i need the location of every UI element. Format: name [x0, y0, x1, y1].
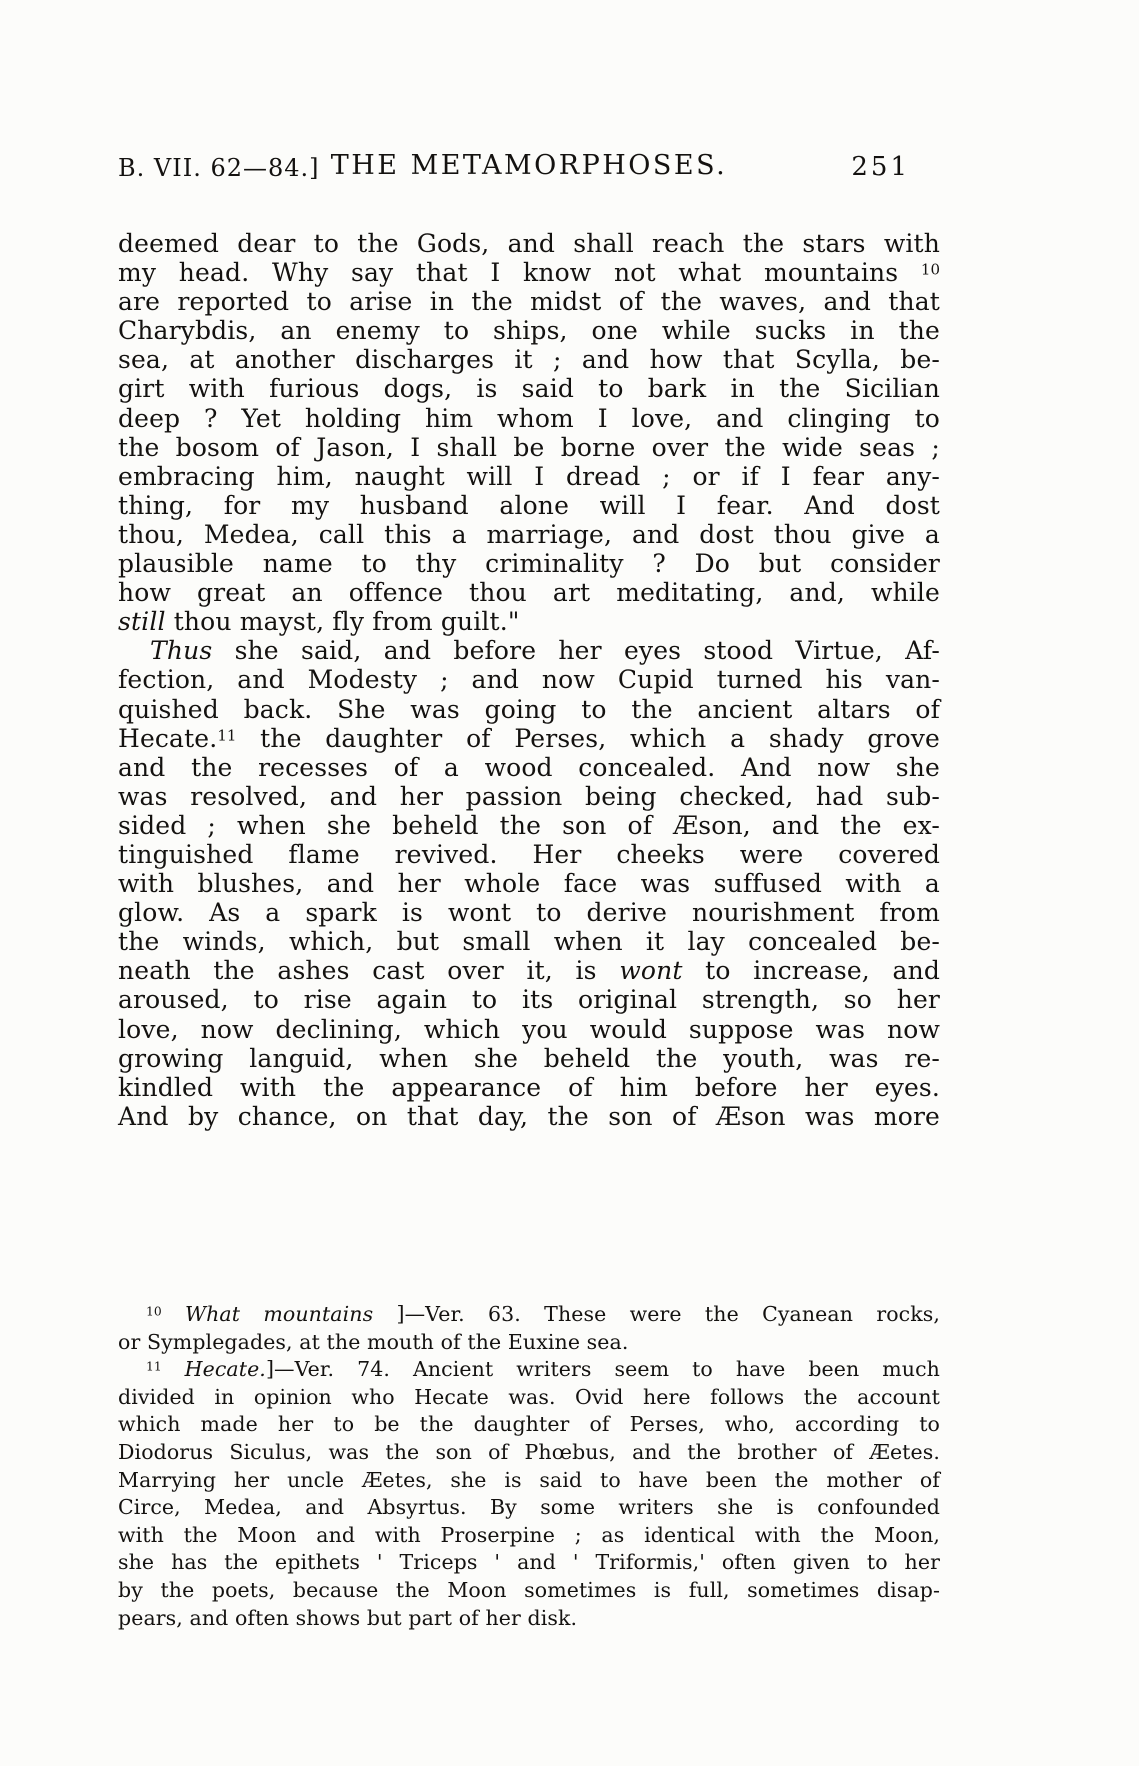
text-line: [118, 1384, 940, 1412]
text-run: ]—Ver. 74. Ancient writers seem to have been much: [265, 1357, 940, 1382]
text-line: [118, 869, 940, 898]
text-run: ]—Ver. 63. These were the Cyanean rocks,: [373, 1302, 940, 1326]
text-run: [162, 1302, 185, 1326]
italic-text: Hecate.: [184, 1357, 266, 1382]
text-run: quished back. She was going to the ancient altars of: [118, 694, 940, 724]
text-line: [118, 956, 940, 985]
paragraph: [118, 636, 940, 1131]
text-run: neath the ashes cast over it, is: [118, 956, 620, 986]
text-run: deemed dear to the Gods, and shall reach the stars with: [118, 229, 940, 258]
text-run: tinguished flame revived. Her cheeks were covered: [118, 839, 940, 869]
text-run: to increase, and: [682, 956, 940, 986]
text-line: [118, 1439, 940, 1467]
text-run: which made her to be the daughter of Perses, who, according to: [118, 1412, 940, 1437]
text-line: [118, 1549, 940, 1577]
text-line: [118, 782, 940, 811]
text-run: Hecate.: [118, 723, 218, 753]
italic-text: still: [118, 607, 166, 637]
text-run: are reported to arise in the midst of the waves, and that: [118, 287, 940, 317]
text-run: with blushes, and her whole face was suffused with a: [118, 869, 940, 899]
text-line: [118, 898, 940, 927]
text-run: or Symplegades, at the mouth of the Euxine sea.: [118, 1329, 629, 1354]
body-text: [118, 229, 940, 1131]
text-line: [118, 927, 940, 956]
text-line: [118, 695, 940, 724]
text-line: [118, 345, 940, 374]
italic-text: wont: [619, 956, 683, 986]
text-run: growing languid, when she beheld the youth, was re-: [118, 1043, 940, 1073]
page-number: 251: [851, 152, 910, 182]
text-line: [118, 491, 940, 520]
running-title: THE METAMORPHOSES.: [330, 150, 728, 181]
text-line: [118, 578, 940, 607]
text-line: [118, 985, 940, 1014]
footnote-reference: 11: [217, 725, 237, 744]
text-run: deep ? Yet holding him whom I love, and clinging to: [118, 403, 940, 433]
text-run: the daughter of Perses, which a shady grove: [236, 723, 940, 753]
text-run: sea, at another discharges it ; and how that Scylla, be-: [118, 345, 940, 375]
text-run: pears, and often shows but part of her disk.: [118, 1605, 578, 1630]
text-run: and the recesses of a wood concealed. And now she: [118, 752, 940, 782]
text-line: [118, 287, 940, 316]
text-line: [118, 1044, 940, 1073]
paragraph: [118, 1356, 940, 1632]
text-run: thou, Medea, call this a marriage, and dost thou give a: [118, 519, 940, 549]
text-line: [118, 1494, 940, 1522]
text-run: kindled with the appearance of him before her eyes.: [118, 1072, 940, 1102]
text-run: embracing him, naught will I dread ; or if I fear any-: [118, 461, 940, 491]
text-run: [162, 1357, 185, 1381]
text-run: with the Moon and with Proserpine ; as identical with the Moon,: [118, 1522, 940, 1547]
text-run: divided in opinion who Hecate was. Ovid here follows the account: [118, 1384, 940, 1409]
text-line: [118, 724, 940, 753]
text-line: [118, 1329, 940, 1357]
text-run: love, now declining, which you would suppose was now: [118, 1014, 940, 1044]
text-run: Circe, Medea, and Absyrtus. By some writers she is confounded: [118, 1495, 940, 1520]
text-line: [118, 1301, 940, 1329]
text-run: the winds, which, but small when it lay concealed be-: [118, 927, 940, 957]
text-line: [118, 1605, 940, 1633]
text-run: And by chance, on that day, the son of Æson was more: [118, 1101, 940, 1131]
text-run: plausible name to thy criminality ? Do but consider: [118, 549, 940, 579]
text-line: [118, 462, 940, 491]
text-line: [118, 549, 940, 578]
text-line: [118, 1467, 940, 1495]
book-section-reference: B. VII. 62—84.]: [118, 154, 320, 182]
text-run: fection, and Modesty ; and now Cupid turned his van-: [118, 665, 940, 695]
text-run: the bosom of Jason, I shall be borne over the wide seas ;: [118, 432, 940, 462]
text-line: [118, 1102, 940, 1131]
paragraph: [118, 229, 940, 636]
text-line: [118, 1073, 940, 1102]
text-line: [118, 753, 940, 782]
text-line: [118, 1522, 940, 1550]
text-run: glow. As a spark is wont to derive nourishment from: [118, 898, 940, 928]
text-line: [118, 1577, 940, 1605]
text-run: thing, for my husband alone will I fear. And dost: [118, 490, 940, 520]
text-run: Diodorus Siculus, was the son of Phœbus, and the brother of Æetes.: [118, 1439, 940, 1464]
text-line: [118, 811, 940, 840]
text-line: [118, 1356, 940, 1384]
text-run: she has the epithets ' Triceps ' and ' Triformis,' often given to her: [118, 1550, 940, 1575]
text-run: aroused, to rise again to its original strength, so her: [118, 985, 940, 1015]
text-run: was resolved, and her passion being checked, had sub-: [118, 781, 940, 811]
text-line: [118, 665, 940, 694]
text-line: [118, 229, 940, 258]
text-line: [118, 316, 940, 345]
text-run: sided ; when she beheld the son of Æson, and the ex-: [118, 810, 940, 840]
footnote-reference: 10: [920, 260, 940, 279]
text-run: she said, and before her eyes stood Virtue, Af-: [212, 636, 940, 666]
italic-text: What mountains: [184, 1302, 374, 1326]
text-line: [118, 607, 940, 636]
footnotes-section: [118, 1301, 940, 1632]
text-run: Charybdis, an enemy to ships, one while sucks in the: [118, 316, 940, 346]
footnote-reference: 11: [146, 1359, 162, 1374]
italic-text: Thus: [150, 636, 213, 666]
text-line: [118, 840, 940, 869]
text-run: girt with furious dogs, is said to bark in the Sicilian: [118, 374, 940, 404]
footnote-reference: 10: [146, 1304, 162, 1319]
text-line: [118, 636, 940, 665]
text-line: [118, 1015, 940, 1044]
text-run: Marrying her uncle Æetes, she is said to have been the mother of: [118, 1467, 940, 1492]
text-line: [118, 404, 940, 433]
text-line: [118, 1411, 940, 1439]
text-run: my head. Why say that I know not what mountains: [118, 258, 921, 288]
text-run: how great an offence thou art meditating, and, while: [118, 578, 940, 608]
text-line: [118, 374, 940, 403]
text-line: [118, 433, 940, 462]
paragraph: [118, 1301, 940, 1356]
text-run: thou mayst, fly from guilt.": [165, 607, 520, 637]
text-line: [118, 258, 940, 287]
text-run: by the poets, because the Moon sometimes is full, sometimes disap-: [118, 1577, 940, 1602]
text-line: [118, 520, 940, 549]
